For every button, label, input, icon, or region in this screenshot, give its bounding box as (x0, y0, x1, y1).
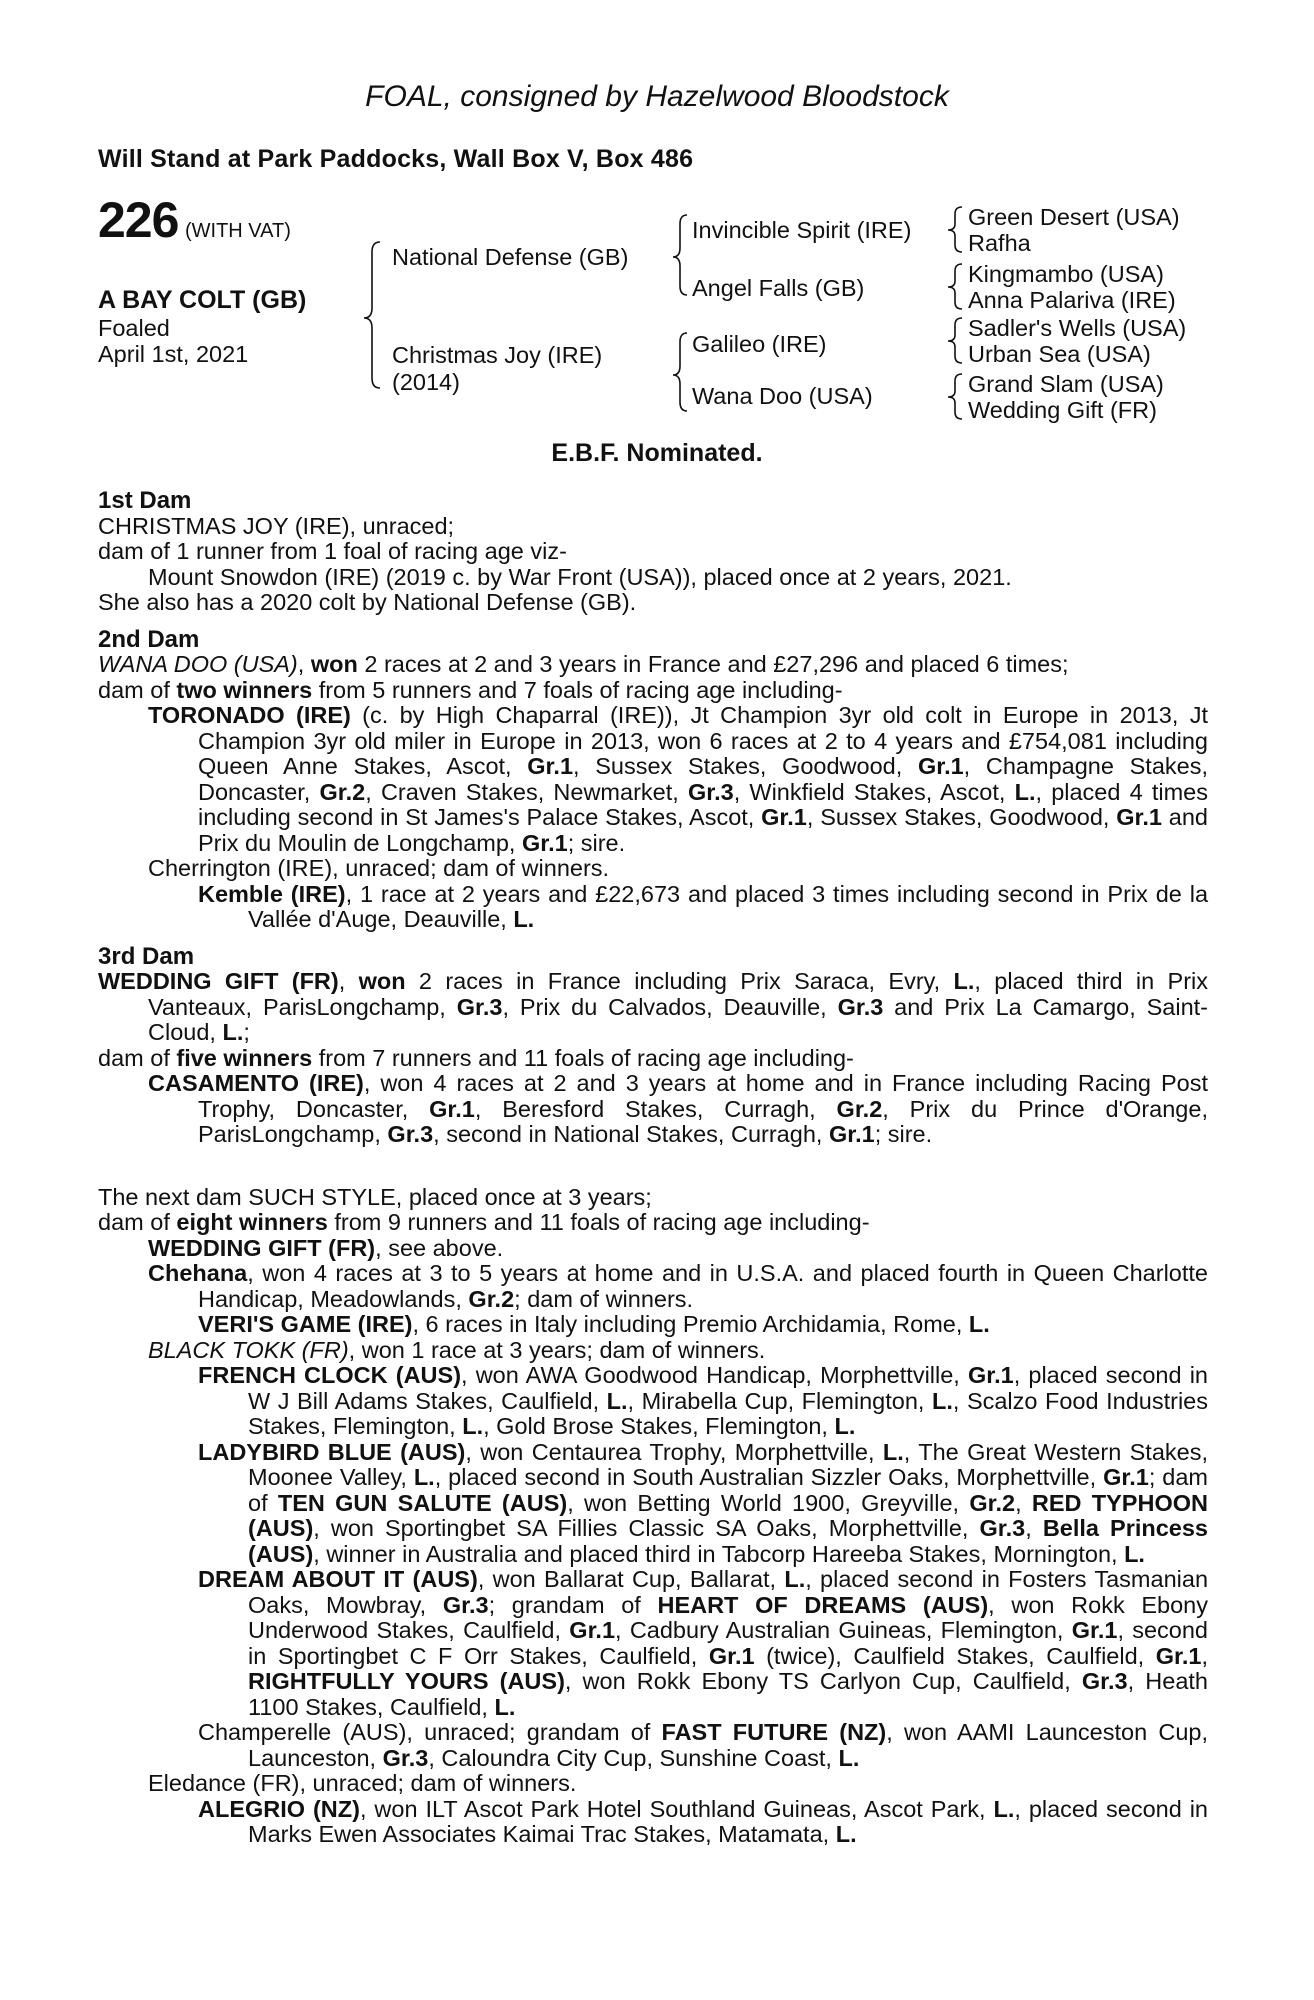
foaled-date: April 1st, 2021 (98, 341, 249, 367)
dam-sire: Galileo (IRE) (692, 331, 827, 357)
first-dam-section (98, 488, 1208, 616)
produce-entry: LADYBIRD BLUE (AUS), won Centaurea Trophy, Morphettville, L., The Great Western Stakes, Moonee Valley, L., placed second in South Australian Sizzler Oaks, Morphettville, Gr.1; dam of TEN GUN SALUTE (AUS), won Betting World 1900, Greyville, Gr.2, RED TYPHOON (AUS), won Sportingbet SA Fillies Classic SA Oaks, Morphettville, Gr.3, Bella Princess (AUS), winner in Australia and placed third in Tabcorp Hareeba Stakes, Mornington, L. (198, 1438, 1209, 1567)
sire-sire-sire: Green Desert (USA) (968, 204, 1180, 230)
next-dam-section (98, 1185, 1208, 1848)
sire-dam-sire: Kingmambo (USA) (968, 261, 1164, 287)
dam-sire-dam: Urban Sea (USA) (968, 341, 1151, 367)
dam-dam-dam: Wedding Gift (FR) (968, 397, 1157, 423)
sire-dam-dam: Anna Palariva (IRE) (968, 287, 1176, 313)
lot-number: 226 (98, 192, 179, 248)
dam-dam-sire: Grand Slam (USA) (968, 371, 1164, 397)
stabling-location: Will Stand at Park Paddocks, Wall Box V, Box 486 (98, 145, 694, 173)
produce-entry: Kemble (IRE), 1 race at 2 years and £22,673 and placed 3 times including second in Prix de la Vallée d'Auge, Deauville, L. (198, 880, 1209, 932)
horse-name: A BAY COLT (GB) (98, 286, 307, 314)
produce-entry: VERI'S GAME (IRE), 6 races in Italy including Premio Archidamia, Rome, L. (198, 1311, 990, 1337)
sire-dam: Angel Falls (GB) (692, 275, 865, 301)
vat-note: (WITH VAT) (184, 220, 291, 242)
second-dam-record: WANA DOO (USA), won 2 races at 2 and 3 years in France and £27,296 and placed 6 times; (98, 651, 1069, 677)
produce-entry: Chehana, won 4 races at 3 to 5 years at home and in U.S.A. and placed fourth in Queen Charlotte Handicap, Meadowlands, Gr.2; dam of winners. (148, 1260, 1208, 1312)
lot-number-line (98, 192, 291, 248)
produce-entry: FRENCH CLOCK (AUS), won AWA Goodwood Handicap, Morphettville, Gr.1, placed second in W J Bill Adams Stakes, Caulfield, L., Mirabella Cup, Flemington, L., Scalzo Food Industries Stakes, Flemington, L., Gold Brose Stakes, Flemington, L. (198, 1362, 1209, 1439)
third-dam-heading: 3rd Dam (98, 942, 195, 970)
produce-entry: CASAMENTO (IRE), won 4 races at 2 and 3 years at home and in France including Racing Post Trophy, Doncaster, Gr.1, Beresford Stakes, Curragh, Gr.2, Prix du Prince d'Orange, ParisLongchamp, Gr.3, second in National Stakes, Curragh, Gr.1; sire. (148, 1070, 1208, 1147)
third-dam-record: WEDDING GIFT (FR), won 2 races in France including Prix Saraca, Evry, L., placed third in Prix Vanteaux, ParisLongchamp, Gr.3, Prix du Calvados, Deauville, Gr.3 and Prix La Camargo, Saint-Cloud, L.; (98, 968, 1208, 1045)
catalogue-body (98, 488, 1208, 1848)
dam-year: (2014) (392, 369, 460, 395)
ebf-nominated: E.B.F. Nominated. (551, 439, 763, 467)
produce-entry: Champerelle (AUS), unraced; grandam of FAST FUTURE (NZ), won AAMI Launceston Cup, Launceston, Gr.3, Caloundra City Cup, Sunshine Coast, L. (198, 1719, 1208, 1771)
first-dam-line: She also has a 2020 colt by National Defense (GB). (98, 589, 637, 615)
first-dam-line: dam of 1 runner from 1 foal of racing age viz- (98, 538, 567, 564)
sire-sire: Invincible Spirit (IRE) (692, 217, 912, 243)
produce-entry: TORONADO (IRE) (c. by High Chaparral (IRE)), Jt Champion 3yr old colt in Europe in 2013, Jt Champion 3yr old miler in Europe in 2013, won 6 races at 2 to 4 years and £754,081 including Queen Anne Stakes, Ascot, Gr.1, Sussex Stakes, Goodwood, Gr.1, Champagne Stakes, Doncaster, Gr.2, Craven Stakes, Newmarket, Gr.3, Winkfield Stakes, Ascot, L., placed 4 times including second in St James's Palace Stakes, Ascot, Gr.1, Sussex Stakes, Goodwood, Gr.1 and Prix du Moulin de Longchamp, Gr.1; sire. (148, 702, 1208, 856)
produce-entry: BLACK TOKK (FR), won 1 race at 3 years; dam of winners. (148, 1336, 766, 1363)
produce-entry: ALEGRIO (NZ), won ILT Ascot Park Hotel Southland Guineas, Ascot Park, L., placed second in Marks Ewen Associates Kaimai Trac Stakes, Matamata, L. (198, 1795, 1208, 1847)
next-dam-record: The next dam SUCH STYLE, placed once at 3 years; (98, 1183, 652, 1210)
third-dam-produce: dam of five winners from 7 runners and 11 foals of racing age including- (98, 1044, 854, 1071)
consignment-title: FOAL, consigned by Hazelwood Bloodstock (365, 80, 949, 113)
dam-sire-sire: Sadler's Wells (USA) (968, 315, 1187, 341)
produce-entry: Cherrington (IRE), unraced; dam of winners. (148, 855, 610, 881)
produce-entry: WEDDING GIFT (FR), see above. (148, 1234, 504, 1261)
next-dam-produce: dam of eight winners from 9 runners and 11 foals of racing age including- (98, 1209, 870, 1235)
sire-sire-dam: Rafha (968, 230, 1031, 256)
first-dam-produce: Mount Snowdon (IRE) (2019 c. by War Front (USA)), placed once at 2 years, 2021. (148, 563, 1012, 590)
first-dam-heading: 1st Dam (98, 487, 192, 514)
second-dam-heading: 2nd Dam (98, 625, 200, 653)
first-dam-line: CHRISTMAS JOY (IRE), unraced; (98, 512, 455, 539)
produce-entry: Eledance (FR), unraced; dam of winners. (148, 1770, 577, 1796)
produce-entry: DREAM ABOUT IT (AUS), won Ballarat Cup, Ballarat, L., placed second in Fosters Tasmanian Oaks, Mowbray, Gr.3; grandam of HEART OF DREAMS (AUS), won Rokk Ebony Underwood Stakes, Caulfield, Gr.1, Cadbury Australian Guineas, Flemington, Gr.1, second in Sportingbet C F Orr Stakes, Caulfield, Gr.1 (twice), Caulfield Stakes, Caulfield, Gr.1, RIGHTFULLY YOURS (AUS), won Rokk Ebony TS Carlyon Cup, Caulfield, Gr.3, Heath 1100 Stakes, Caulfield, L. (198, 1566, 1209, 1720)
second-dam-section (98, 627, 1208, 933)
foaled-label: Foaled (98, 315, 170, 341)
sire-name: National Defense (GB) (392, 244, 629, 270)
second-dam-produce: dam of two winners from 5 runners and 7 foals of racing age including- (98, 676, 843, 703)
third-dam-section (98, 944, 1208, 1148)
dam-name: Christmas Joy (IRE) (392, 342, 603, 368)
dam-dam: Wana Doo (USA) (692, 383, 873, 409)
